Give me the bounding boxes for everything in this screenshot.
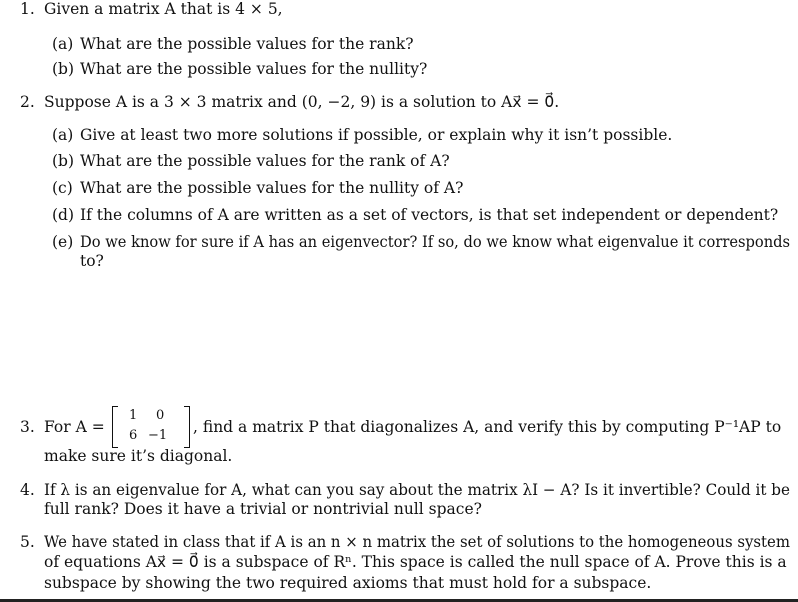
problem-2c-text: What are the possible values for the nullity of A? bbox=[80, 179, 464, 197]
problem-2a-label: (a) bbox=[52, 126, 74, 144]
problem-3-prefix: For A = bbox=[44, 418, 105, 436]
problem-1a-text: What are the possible values for the rank? bbox=[80, 35, 414, 53]
problem-2-text: Suppose A is a 3 × 3 matrix and (0, −2, 9) is a solution to Ax⃗ = 0⃗. bbox=[44, 93, 560, 111]
problem-2d-text: If the columns of A are written as a set of vectors, is that set independent or dependent? bbox=[80, 206, 779, 224]
problem-4-line1: If λ is an eigenvalue for A, what can you say about the matrix λI − A? Is it invertible? Could it be bbox=[44, 481, 791, 499]
problem-2c-label: (c) bbox=[52, 179, 73, 197]
problem-1-text: Given a matrix A that is 4 × 5, bbox=[44, 0, 283, 18]
problem-2d-label: (d) bbox=[52, 206, 75, 224]
problem-2b-label: (b) bbox=[52, 152, 75, 170]
problem-4-line2: full rank? Does it have a trivial or nontrivial null space? bbox=[44, 500, 482, 518]
problem-1-number: 1. bbox=[20, 0, 35, 18]
problem-5-line3: subspace by showing the two required axioms that must hold for a subspace. bbox=[44, 574, 652, 592]
problem-2b-text: What are the possible values for the rank of A? bbox=[80, 152, 450, 170]
matrix-cell: 1 bbox=[129, 408, 138, 423]
problem-1a-label: (a) bbox=[52, 35, 74, 53]
problem-3-line2: make sure it’s diagonal. bbox=[44, 447, 233, 465]
problem-2e-text-line1: Do we know for sure if A has an eigenvector? If so, do we know what eigenvalue it corresponds bbox=[80, 233, 791, 251]
problem-3-line1: , find a matrix P that diagonalizes A, and verify this by computing P⁻¹AP to bbox=[193, 418, 782, 436]
problem-5-line2: of equations Ax⃗ = 0⃗ is a subspace of Rⁿ. This space is called the null space of A. Prove this is a bbox=[44, 553, 787, 571]
matrix-right-bracket bbox=[184, 406, 190, 448]
matrix-cell: −1 bbox=[148, 428, 168, 443]
problem-1b-text: What are the possible values for the nullity? bbox=[80, 60, 428, 78]
matrix-cell: 6 bbox=[129, 428, 138, 443]
problem-1b-label: (b) bbox=[52, 60, 75, 78]
problem-5-number: 5. bbox=[20, 533, 35, 551]
problem-4-number: 4. bbox=[20, 481, 35, 499]
problem-3-number: 3. bbox=[20, 418, 35, 436]
problem-2a-text: Give at least two more solutions if possible, or explain why it isn’t possible. bbox=[80, 126, 673, 144]
problem-2-number: 2. bbox=[20, 93, 35, 111]
problem-2e-label: (e) bbox=[52, 233, 74, 251]
problem-2e-text-line2: to? bbox=[80, 252, 104, 270]
matrix-a bbox=[112, 406, 190, 446]
problem-5-line1: We have stated in class that if A is an n × n matrix the set of solutions to the homogeneous system bbox=[44, 533, 790, 551]
matrix-left-bracket bbox=[112, 406, 118, 448]
matrix-cell: 0 bbox=[156, 408, 165, 423]
